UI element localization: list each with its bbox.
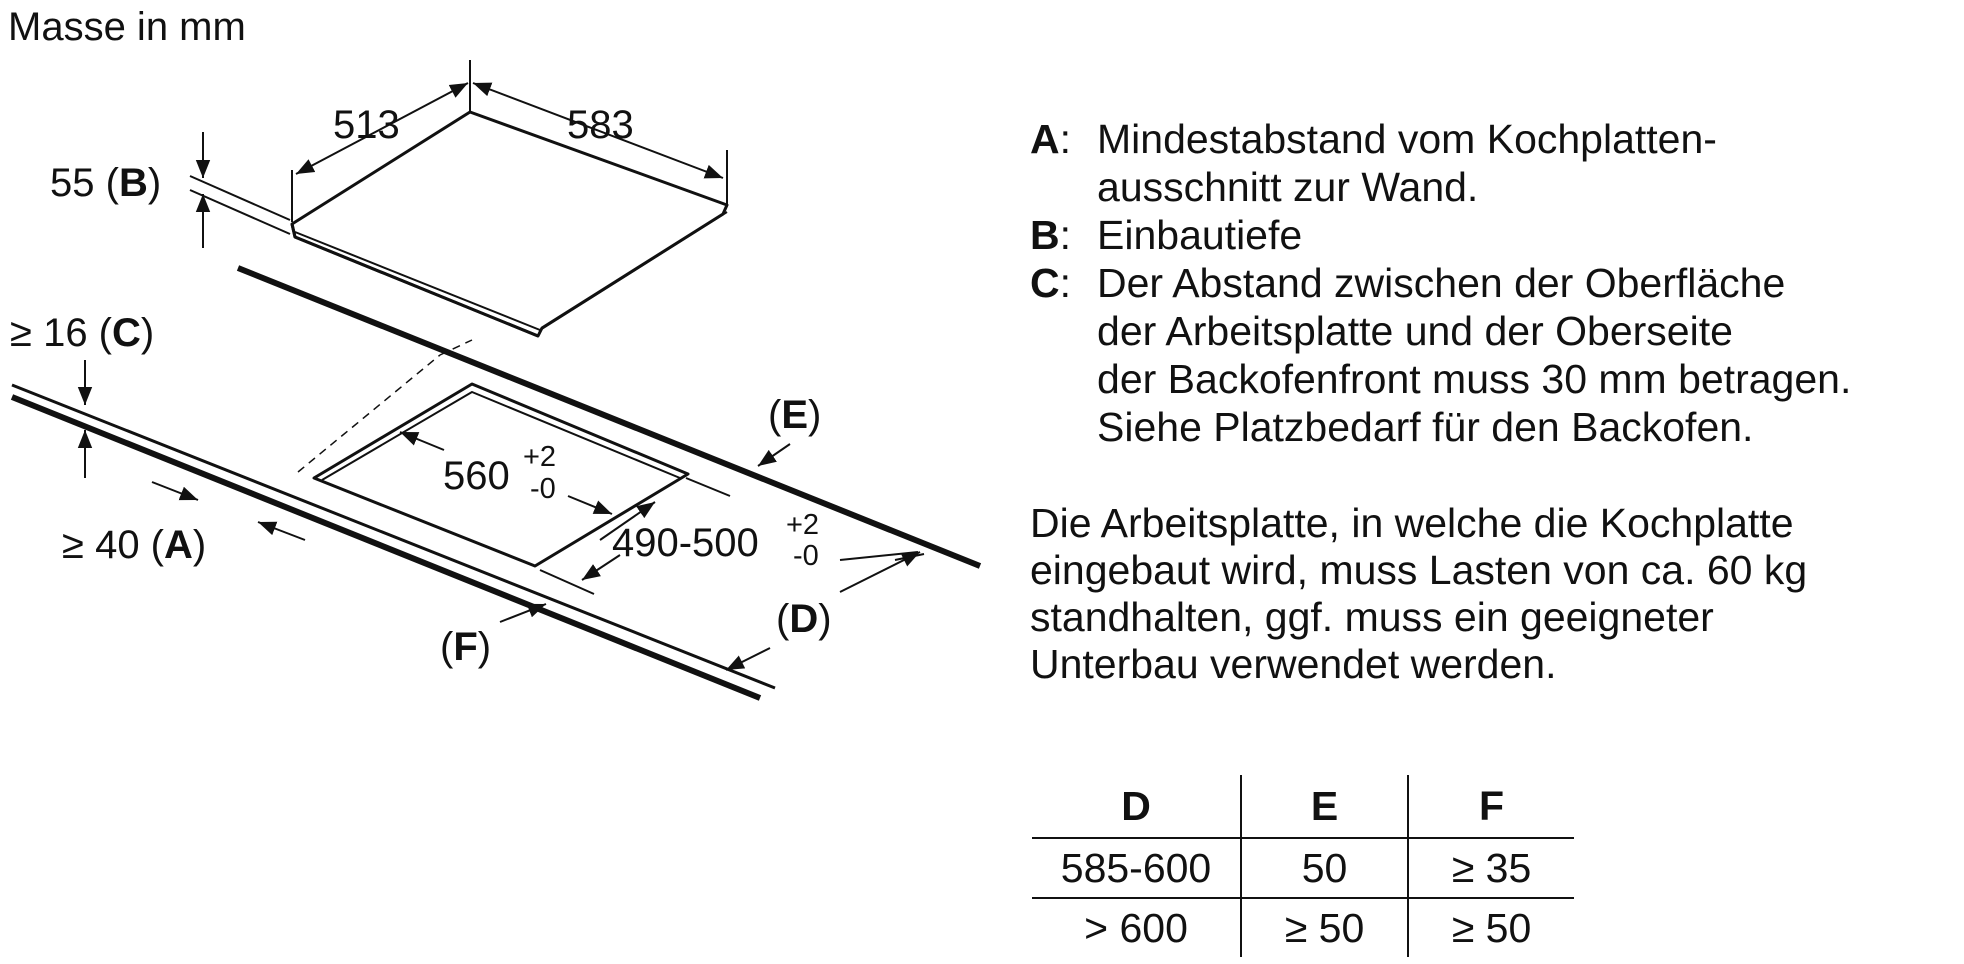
tolerance-490-plus: +2 <box>786 509 820 541</box>
table-header-f: F <box>1478 782 1505 829</box>
note-c: C : Der Abstand zwischen der Oberfläche der Arbeitsplatte und der Oberseite der Backofenfront muss 30 mm betragen. Siehe Platzbedarf für den Backofen. <box>1030 260 1852 450</box>
note-line: Mindestabstand vom Kochplatten- <box>1097 116 1717 162</box>
paragraph-line: Unterbau verwendet werden. <box>1030 641 1557 687</box>
label-f: (F) <box>440 625 492 669</box>
note-line: der Arbeitsplatte und der Oberseite <box>1097 308 1733 354</box>
table-cell: 50 <box>1241 838 1408 898</box>
paragraph-line: Die Arbeitsplatte, in welche die Kochplatte <box>1030 500 1794 546</box>
table-header-d: D <box>1121 782 1151 829</box>
table-cell: ≥ 50 <box>1241 898 1408 957</box>
table-cell: ≥ 50 <box>1408 898 1574 957</box>
legend-notes <box>1030 115 1950 451</box>
note-line: ausschnitt zur Wand. <box>1097 164 1479 210</box>
note-line: der Backofenfront muss 30 mm betragen. <box>1097 356 1852 402</box>
dimension-installation-depth <box>190 132 290 248</box>
label-d: (D) <box>776 597 832 641</box>
leader-f <box>500 604 546 622</box>
note-a: A : Mindestabstand vom Kochplatten- ausschnitt zur Wand. <box>1030 116 1717 210</box>
dimension-16-c: ≥ 16 (C) <box>10 311 155 355</box>
note-line: Einbautiefe <box>1097 212 1303 258</box>
dimension-55-b: 55 (B) <box>50 161 162 205</box>
dimension-490-500: 490-500 <box>612 521 759 565</box>
tolerance-490-minus: -0 <box>793 540 819 572</box>
dimension-40-a: ≥ 40 (A) <box>62 523 207 567</box>
paragraph-line: eingebaut wird, muss Lasten von ca. 60 kg <box>1030 547 1808 593</box>
table-header-row <box>1032 775 1574 838</box>
table-header-e: E <box>1241 775 1408 838</box>
table-row <box>1032 898 1574 957</box>
load-paragraph <box>1030 500 1950 688</box>
diagram-title: Masse in mm <box>8 5 246 49</box>
note-b: B : Einbautiefe <box>1030 212 1303 258</box>
tolerance-560-minus: -0 <box>530 473 556 505</box>
table-cell: 585-600 <box>1032 838 1241 898</box>
leader-e <box>758 444 790 466</box>
table-cell: > 600 <box>1032 898 1241 957</box>
table-row <box>1032 838 1574 898</box>
label-e: (E) <box>768 393 822 437</box>
dimension-table <box>1032 775 1574 957</box>
note-key: A <box>1030 116 1060 162</box>
note-line: Der Abstand zwischen der Oberfläche <box>1097 260 1786 306</box>
tolerance-560-plus: +2 <box>523 441 557 473</box>
note-line: Siehe Platzbedarf für den Backofen. <box>1097 404 1754 450</box>
paragraph-line: standhalten, ggf. muss ein geeigneter <box>1030 594 1714 640</box>
dimension-583: 583 <box>567 103 634 147</box>
dimension-560: 560 <box>443 454 510 498</box>
table-cell: ≥ 35 <box>1408 838 1574 898</box>
dimension-513: 513 <box>333 103 400 147</box>
note-key: B <box>1030 212 1060 258</box>
note-key: C <box>1030 260 1060 306</box>
